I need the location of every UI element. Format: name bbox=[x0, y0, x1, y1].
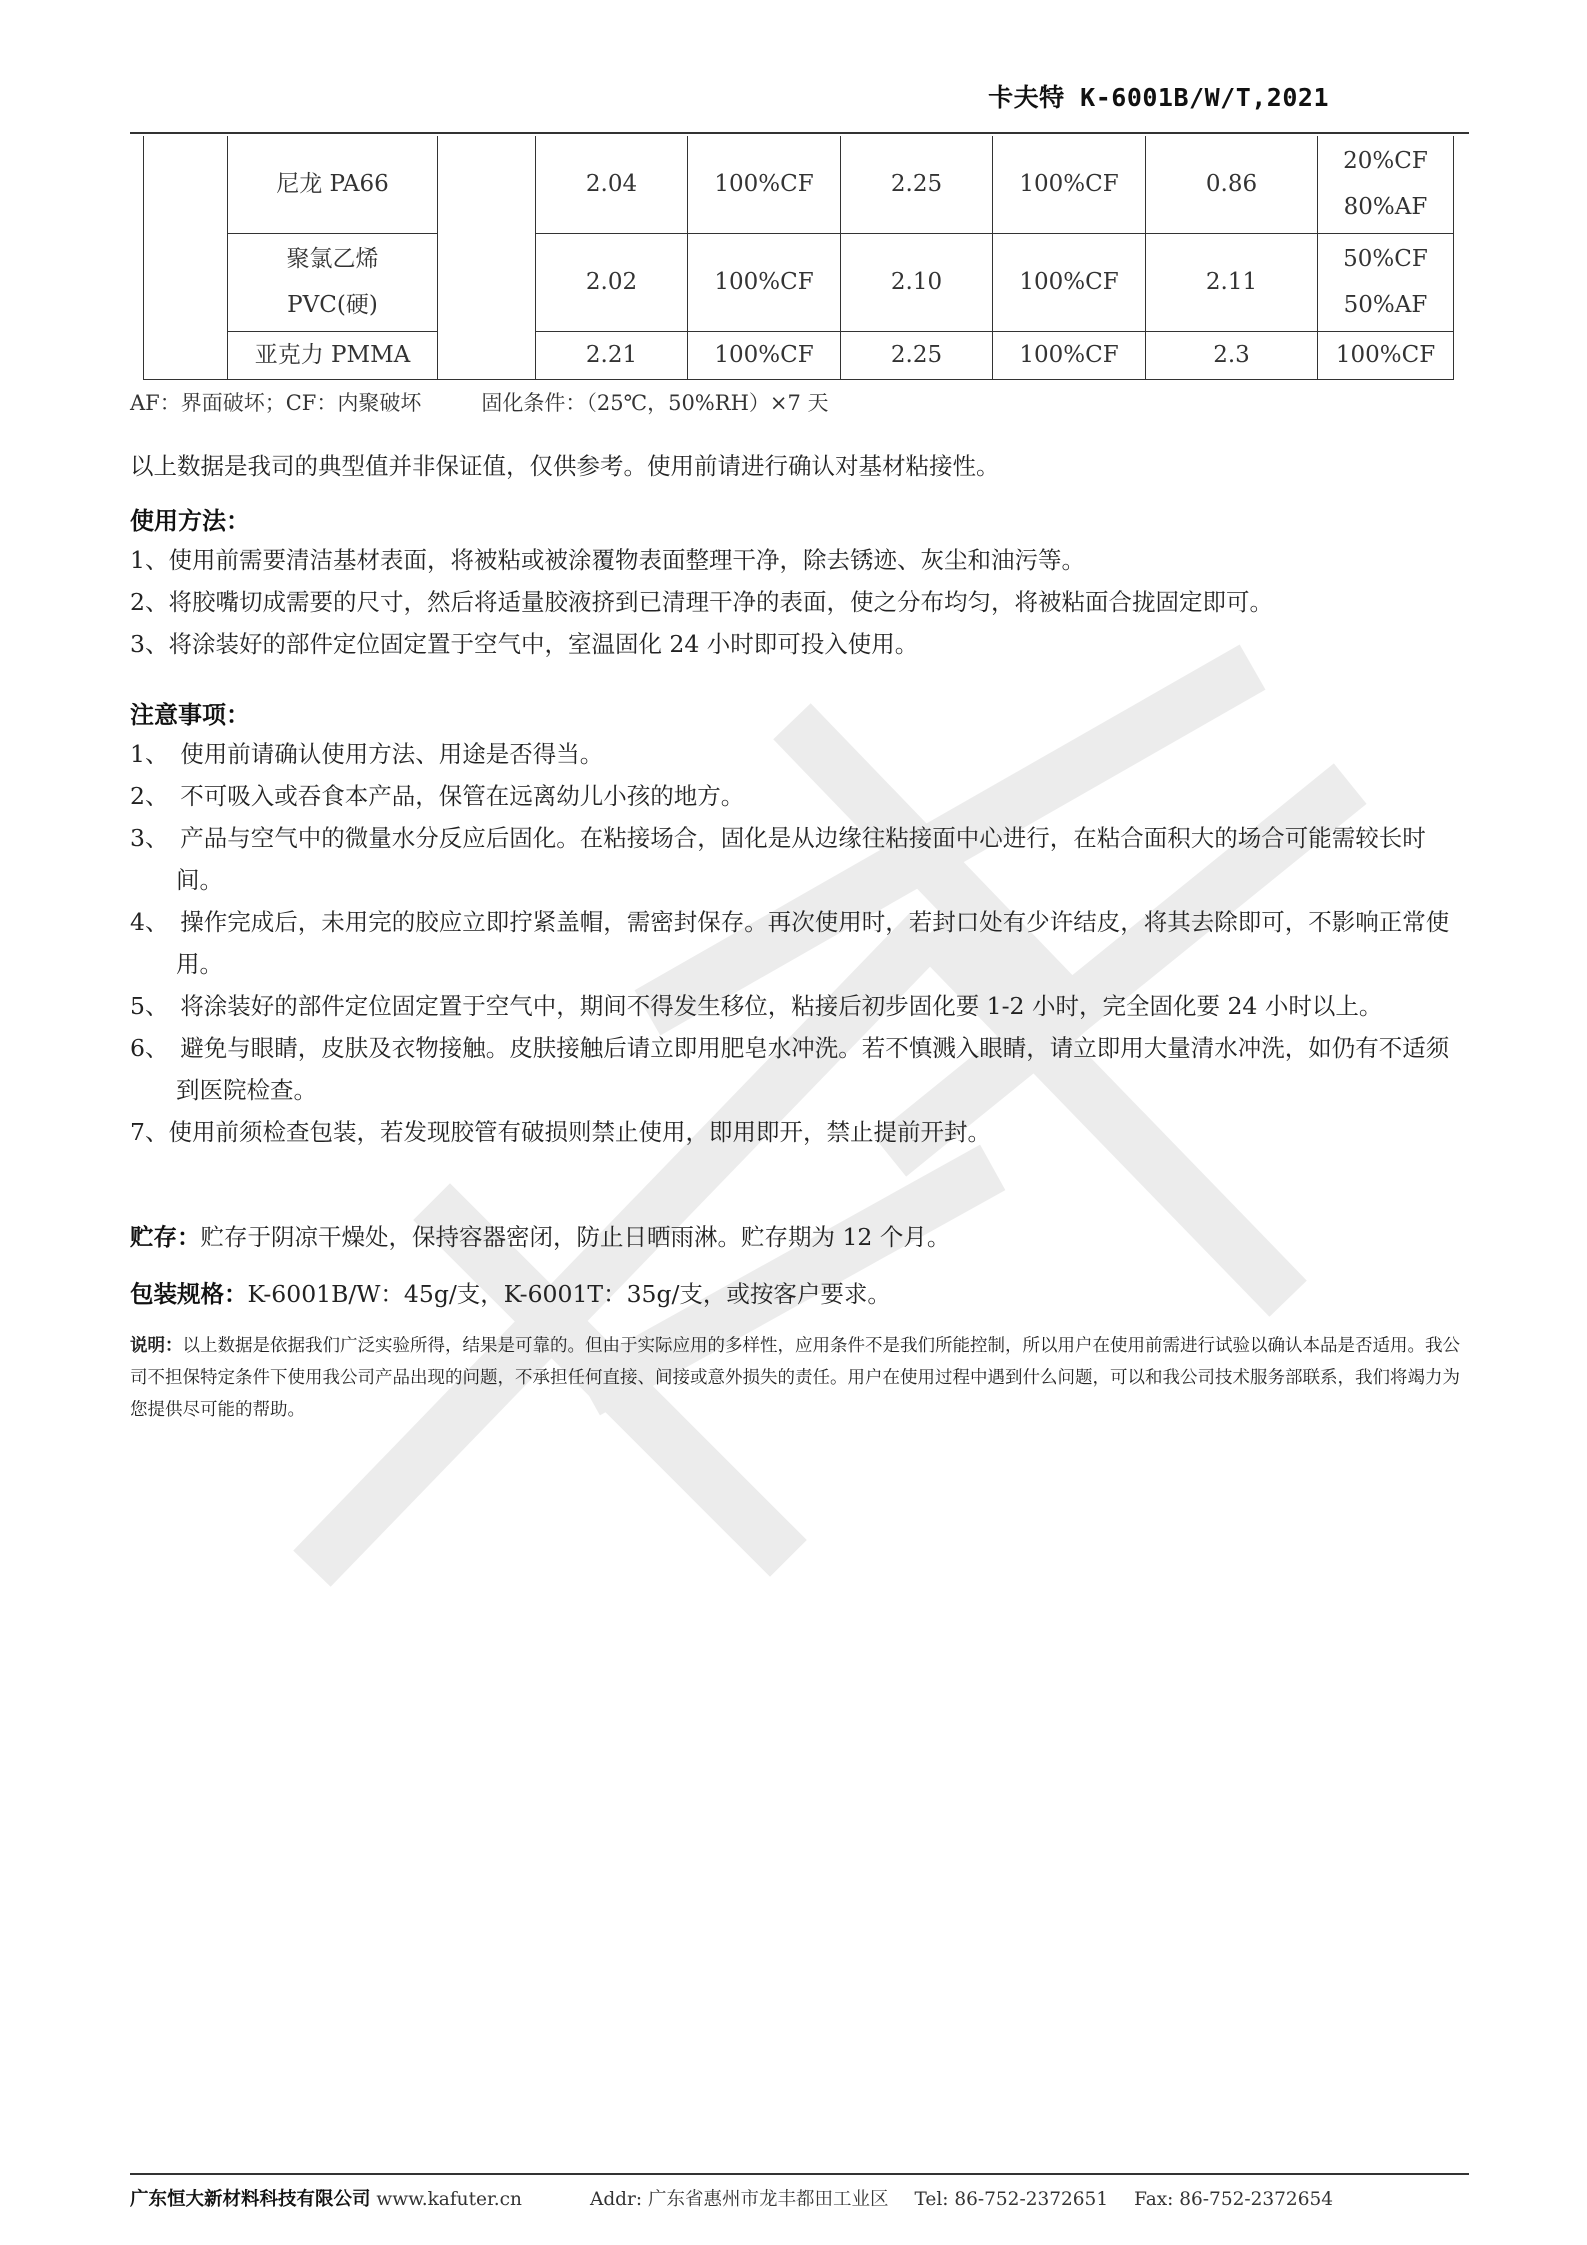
mode-cell bbox=[1318, 233, 1454, 331]
company-name: 广东恒大新材料科技有限公司 bbox=[130, 2189, 371, 2210]
packaging-label: 包装规格： bbox=[130, 1280, 248, 1308]
storage-line bbox=[130, 1218, 950, 1252]
material-cell: 亚克力 PMMA bbox=[228, 331, 438, 379]
mode-cell: 100%CF bbox=[993, 233, 1146, 331]
value-cell: 2.21 bbox=[536, 331, 688, 379]
value-cell: 2.02 bbox=[536, 233, 688, 331]
list-item: 5、 将涂装好的部件定位固定置于空气中，期间不得发生移位，粘接后初步固化要 1-2 小时，完全固化要 24 小时以上。 bbox=[130, 992, 1383, 1020]
blank-cell bbox=[438, 136, 536, 379]
mode-cell: 100%CF bbox=[688, 233, 841, 331]
cure-conditions: 固化条件：（25℃，50%RH）×7 天 bbox=[481, 391, 829, 415]
document-header-title: 卡夫特 K-6001B/W/T,2021 bbox=[988, 83, 1329, 112]
list-item: 4、 操作完成后，未用完的胶应立即拧紧盖帽，需密封保存。再次使用时，若封口处有少许结皮，将其去除即可，不影响正常使用。 bbox=[130, 908, 1450, 978]
usage-heading: 使用方法： bbox=[130, 507, 250, 535]
material-cell: 尼龙 PA66 bbox=[228, 136, 438, 233]
list-item: 7、使用前须检查包装，若发现胶管有破损则禁止使用，即用即开，禁止提前开封。 bbox=[130, 1118, 991, 1146]
failure-mode-legend: AF：界面破坏；CF：内聚破坏 bbox=[130, 391, 422, 415]
mode-cell: 100%CF bbox=[688, 331, 841, 379]
typical-values-note: 以上数据是我司的典型值并非保证值，仅供参考。使用前请进行确认对基材粘接性。 bbox=[130, 452, 1000, 480]
list-item: 1、 使用前请确认使用方法、用途是否得当。 bbox=[130, 740, 604, 768]
list-item: 6、 避免与眼睛，皮肤及衣物接触。皮肤接触后请立即用肥皂水冲洗。若不慎溅入眼睛，请立即用大量清水冲洗，如仍有不适须到医院检查。 bbox=[130, 1034, 1450, 1104]
mode-cell: 100%CF bbox=[993, 331, 1146, 379]
value-cell: 2.04 bbox=[536, 136, 688, 233]
material-line: PVC(硬) bbox=[287, 292, 378, 318]
footer bbox=[130, 2185, 1475, 2211]
mode-line: 80%AF bbox=[1343, 194, 1428, 221]
mode-line: 20%CF bbox=[1343, 148, 1428, 175]
value-cell: 2.10 bbox=[841, 233, 993, 331]
mode-cell: 100%CF bbox=[993, 136, 1146, 233]
mode-cell bbox=[1318, 136, 1454, 233]
usage-list bbox=[130, 539, 1470, 665]
list-item: 3、 产品与空气中的微量水分反应后固化。在粘接场合，固化是从边缘往粘接面中心进行，在粘合面积大的场合可能需较长时间。 bbox=[130, 824, 1426, 894]
mode-cell: 100%CF bbox=[688, 136, 841, 233]
company-website[interactable]: www.kafuter.cn bbox=[376, 2189, 522, 2210]
value-cell: 2.25 bbox=[841, 331, 993, 379]
material-line: 聚氯乙烯 bbox=[286, 246, 379, 272]
material-cell bbox=[228, 233, 438, 331]
footer-divider bbox=[130, 2173, 1469, 2175]
list-item: 2、将胶嘴切成需要的尺寸，然后将适量胶液挤到已清理干净的表面，使之分布均匀，将被粘面合拢固定即可。 bbox=[130, 588, 1273, 616]
storage-text: 贮存于阴凉干燥处，保持容器密闭，防止日晒雨淋。贮存期为 12 个月。 bbox=[200, 1223, 951, 1251]
packaging-line bbox=[130, 1275, 891, 1309]
precautions-list bbox=[130, 733, 1470, 1153]
disclaimer bbox=[130, 1330, 1475, 1426]
list-item: 2、 不可吸入或吞食本产品，保管在远离幼儿小孩的地方。 bbox=[130, 782, 745, 810]
value-cell: 2.25 bbox=[841, 136, 993, 233]
precautions-heading: 注意事项： bbox=[130, 701, 250, 729]
disclaimer-text: 以上数据是依据我们广泛实验所得，结果是可靠的。但由于实际应用的多样性，应用条件不是我们所能控制，所以用户在使用前需进行试验以确认本品是否适用。我公司不担保特定条件下使用我公司产品出现的问题，不承担任何直接、间接或意外损失的责任。用户在使用过程中遇到什么问题，可以和我公司技术服务部联系，我们将竭力为您提供尽可能的帮助。 bbox=[130, 1336, 1460, 1420]
disclaimer-label: 说明： bbox=[130, 1336, 183, 1356]
value-cell: 0.86 bbox=[1146, 136, 1318, 233]
mode-line: 50%AF bbox=[1343, 292, 1428, 318]
table-row bbox=[144, 233, 1454, 331]
value-cell: 2.11 bbox=[1146, 233, 1318, 331]
table-row bbox=[144, 136, 1454, 233]
mode-line: 50%CF bbox=[1343, 246, 1428, 272]
company-tel: Tel: 86-752-2372651 bbox=[914, 2189, 1109, 2210]
list-item: 1、使用前需要清洁基材表面，将被粘或被涂覆物表面整理干净，除去锈迹、灰尘和油污等。 bbox=[130, 546, 1085, 574]
category-cell bbox=[144, 136, 228, 379]
company-address: Addr: 广东省惠州市龙丰都田工业区 bbox=[589, 2189, 889, 2210]
value-cell: 2.3 bbox=[1146, 331, 1318, 379]
company-fax: Fax: 86-752-2372654 bbox=[1134, 2189, 1334, 2210]
storage-label: 贮存： bbox=[130, 1223, 201, 1251]
packaging-text: K-6001B/W：45g/支，K-6001T：35g/支，或按客户要求。 bbox=[247, 1280, 891, 1308]
table-row bbox=[144, 331, 1454, 379]
header-divider bbox=[130, 132, 1469, 134]
adhesion-table bbox=[143, 136, 1454, 380]
mode-cell: 100%CF bbox=[1318, 331, 1454, 379]
list-item: 3、将涂装好的部件定位固定置于空气中，室温固化 24 小时即可投入使用。 bbox=[130, 630, 919, 658]
table-footnote bbox=[130, 387, 829, 417]
